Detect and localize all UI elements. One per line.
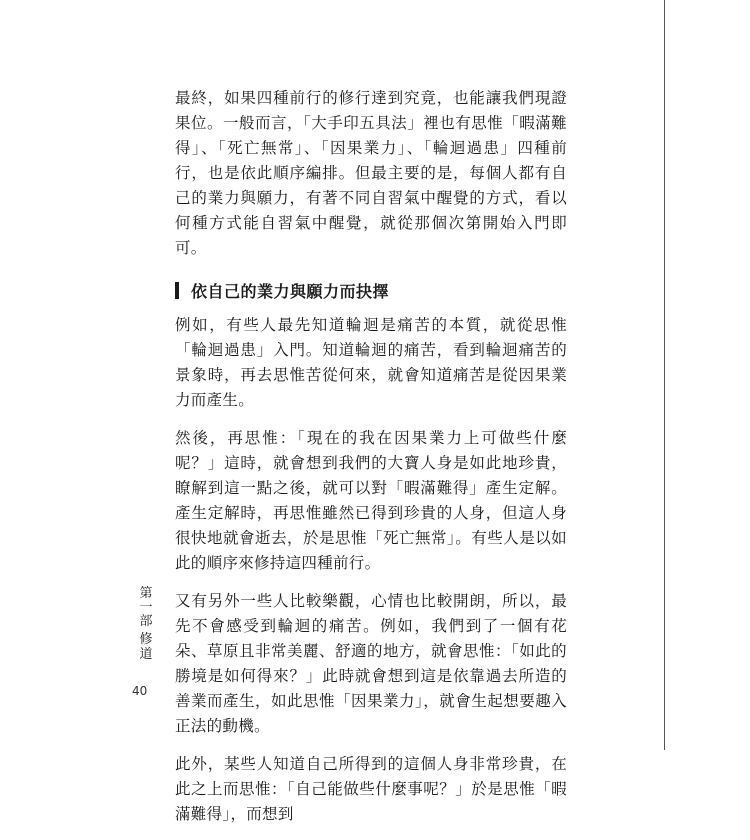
- paragraph-intro: 最終，如果四種前行的修行達到究竟，也能讓我們現證果位。一般而言，「大手印五具法」裡也有思惟「暇滿難得」、「死亡無常」、「因果業力」、「輪迴過患」四種前行，也是依此順序編排。但最主要的是，每個人都有自己的業力與願力，有著不同自習氣中醒覺的方式，看以何種方式能自習氣中醒覺，就從那個次第開始入門即可。: [175, 89, 567, 257]
- page-edge-line: [664, 0, 665, 750]
- section-heading: [175, 277, 567, 303]
- paragraph-3: 又有另外一些人比較樂觀，心情也比較開朗，所以，最先不會感受到輪迴的痛苦。例如，我們到了一個有花朵、草原且非常美麗、舒適的地方，就會思惟：「如此的勝境是如何得來？」此時就會想到這是依靠過去所造的善業而產生，如此思惟「因果業力」，就會生起想要趣入正法的動機。: [175, 592, 567, 735]
- text-body: [175, 86, 567, 840]
- sub-label: 修 道: [139, 632, 153, 662]
- part-label: 第 一 部: [139, 586, 153, 629]
- heading-bar-icon: [175, 282, 179, 299]
- paragraph-4: 此外，某些人知道自己所得到的這個人身非常珍貴，在此之上而思惟：「自己能做些什麼事呢？」於是思惟「暇滿難得」，而想到: [175, 755, 567, 823]
- section-heading-text: 依自己的業力與願力而抉擇: [191, 281, 390, 301]
- page-number: 40: [132, 684, 148, 698]
- paragraph-2: 然後，再思惟：「現在的我在因果業力上可做些什麼呢？」這時，就會想到我們的大寶人身是如此地珍貴，瞭解到這一點之後，就可以對「暇滿難得」產生定解。產生定解時，再思惟雖然已得到珍貴的人身，但這人身很快地就會逝去，於是思惟「死亡無常」。有些人是以如此的順序來修持這四種前行。: [175, 429, 567, 572]
- paragraph-1: 例如，有些人最先知道輪迴是痛苦的本質，就從思惟「輪迴過患」入門。知道輪迴的痛苦，看到輪迴痛苦的景象時，再去思惟苦從何來，就會知道痛苦是從因果業力而產生。: [175, 316, 567, 409]
